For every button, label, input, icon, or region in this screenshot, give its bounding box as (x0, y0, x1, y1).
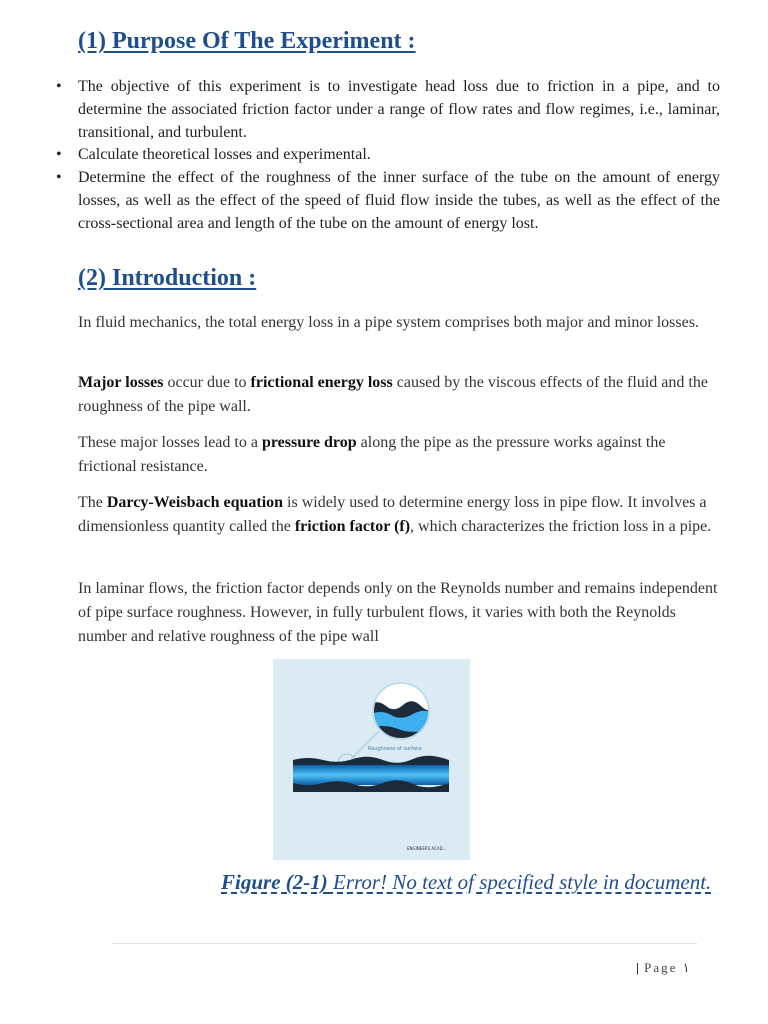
intro-paragraph-4 (78, 491, 718, 539)
purpose-bullet-list (78, 76, 720, 236)
intro-paragraph-3 (78, 431, 718, 479)
caption-text: Error! No text of specified style in document. (327, 870, 712, 894)
section-heading-purpose: (1) Purpose Of The Experiment : (78, 28, 416, 54)
bold-term: pressure drop (261, 434, 357, 451)
figure-caption (221, 868, 711, 896)
text-run: The (78, 494, 107, 511)
brand-watermark: ENGINEERS ACAD... (407, 846, 447, 851)
intro-paragraph-2 (78, 371, 718, 419)
caption-label: Figure (2-1) (221, 870, 328, 894)
text-run: caused by the viscous effects of the fluid and the roughness of the pipe wall. (78, 374, 708, 415)
footer-divider (112, 943, 697, 944)
text-run: , which characterizes the friction loss in a pipe. (410, 518, 712, 535)
bold-term: Darcy-Weisbach equation (106, 494, 284, 511)
bold-term: Major losses (78, 374, 164, 391)
pipe-water (293, 765, 449, 785)
pipe-illustration (273, 659, 470, 860)
magnifier-pointer (351, 731, 379, 759)
pipe-roughness-figure (273, 659, 470, 860)
page-label: Page (644, 960, 678, 975)
text-run: These major losses lead to a (78, 434, 262, 451)
figure-label: Roughness of surface (368, 746, 422, 752)
text-run: along the pipe as the pressure works against the frictional resistance. (78, 434, 666, 475)
section-heading-introduction: (2) Introduction : (78, 265, 257, 291)
text-run: is widely used to determine energy loss in pipe flow. It involves a dimensionless quantity called the (78, 494, 707, 535)
bold-term: friction factor (f) (294, 518, 411, 535)
intro-paragraph-5: In laminar flows, the friction factor depends only on the Reynolds number and remains independent of pipe surface roughness. However, in fully turbulent flows, it varies with both the Reynolds number and relative roughness of the pipe wall (78, 580, 718, 645)
list-item: • Calculate theoretical losses and experimental. (78, 144, 720, 167)
footer-separator: | (636, 960, 639, 975)
list-item: • Determine the effect of the roughness of the inner surface of the tube on the amount of energy losses, as well as the effect of the speed of fluid flow inside the tubes, as well as the effect of the cross-sectional area and length of the tube on the amount of energy lost. (78, 167, 720, 235)
intro-paragraph-1: In fluid mechanics, the total energy loss in a pipe system comprises both major and minor losses. (78, 314, 699, 331)
text-run: occur due to (163, 374, 251, 391)
bold-term: frictional energy loss (250, 374, 393, 391)
page-footer (636, 960, 690, 976)
list-item: • The objective of this experiment is to investigate head loss due to friction in a pipe, and to determine the associated friction factor under a range of flow rates and flow regimes, i.e., laminar, transitional, and turbulent. (78, 76, 720, 144)
page-number: ١ (682, 960, 690, 975)
